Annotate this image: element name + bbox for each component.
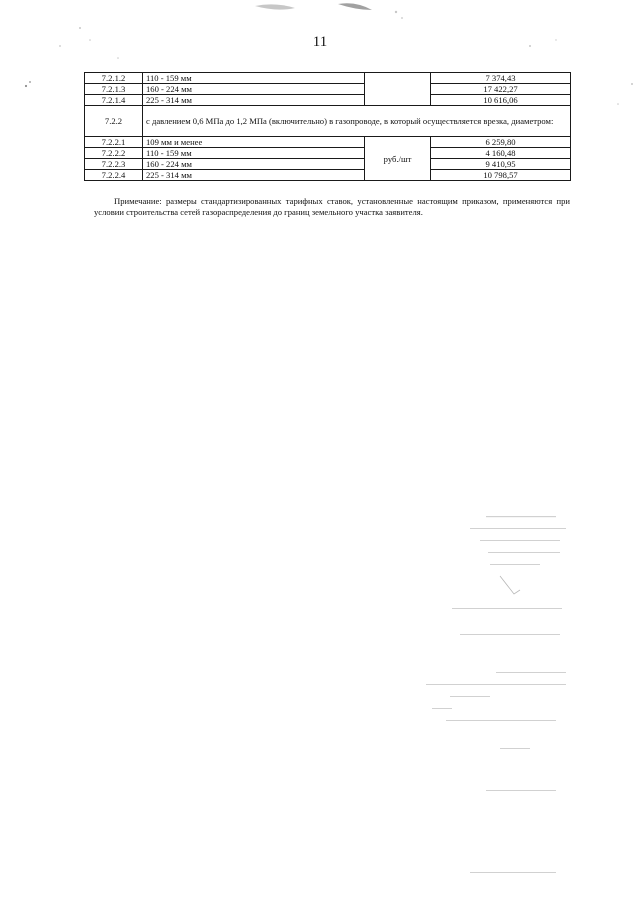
row-diameter: 225 - 314 мм	[143, 95, 365, 106]
row-diameter: 160 - 224 мм	[143, 84, 365, 95]
row-diameter: 160 - 224 мм	[143, 159, 365, 170]
row-code: 7.2.1.3	[85, 84, 143, 95]
row-diameter: 225 - 314 мм	[143, 170, 365, 181]
table-row	[85, 170, 571, 181]
table-row	[85, 159, 571, 170]
row-code: 7.2.2.4	[85, 170, 143, 181]
row-diameter: 110 - 159 мм	[143, 73, 365, 84]
tariff-table	[84, 72, 571, 181]
note-paragraph: Примечание: размеры стандартизированных тарифных ставок, установленные настоящим приказом, применяются при условии строительства сетей газораспределения до границ земельного участка заявителя.	[94, 196, 570, 217]
row-code: 7.2.2.1	[85, 137, 143, 148]
row-code: 7.2.1.4	[85, 95, 143, 106]
table-row	[85, 73, 571, 84]
row-price: 10 616,06	[431, 95, 571, 106]
section-code: 7.2.2	[85, 106, 143, 137]
row-price: 6 259,80	[431, 137, 571, 148]
row-code: 7.2.2.3	[85, 159, 143, 170]
table-row	[85, 84, 571, 95]
row-price: 9 410,95	[431, 159, 571, 170]
unit-cell: руб./шт	[365, 137, 431, 181]
table-row	[85, 148, 571, 159]
unit-cell-empty	[365, 73, 431, 106]
row-diameter: 110 - 159 мм	[143, 148, 365, 159]
row-code: 7.2.1.2	[85, 73, 143, 84]
page-number: 11	[312, 34, 328, 50]
row-diameter: 109 мм и менее	[143, 137, 365, 148]
row-price: 10 798,57	[431, 170, 571, 181]
section-description: с давлением 0,6 МПа до 1,2 МПа (включительно) в газопроводе, в который осуществляется врезка, диаметром:	[143, 106, 571, 137]
table-row	[85, 95, 571, 106]
row-price: 7 374,43	[431, 73, 571, 84]
section-row	[85, 106, 571, 137]
row-price: 4 160,48	[431, 148, 571, 159]
row-code: 7.2.2.2	[85, 148, 143, 159]
table-row	[85, 137, 571, 148]
row-price: 17 422,27	[431, 84, 571, 95]
